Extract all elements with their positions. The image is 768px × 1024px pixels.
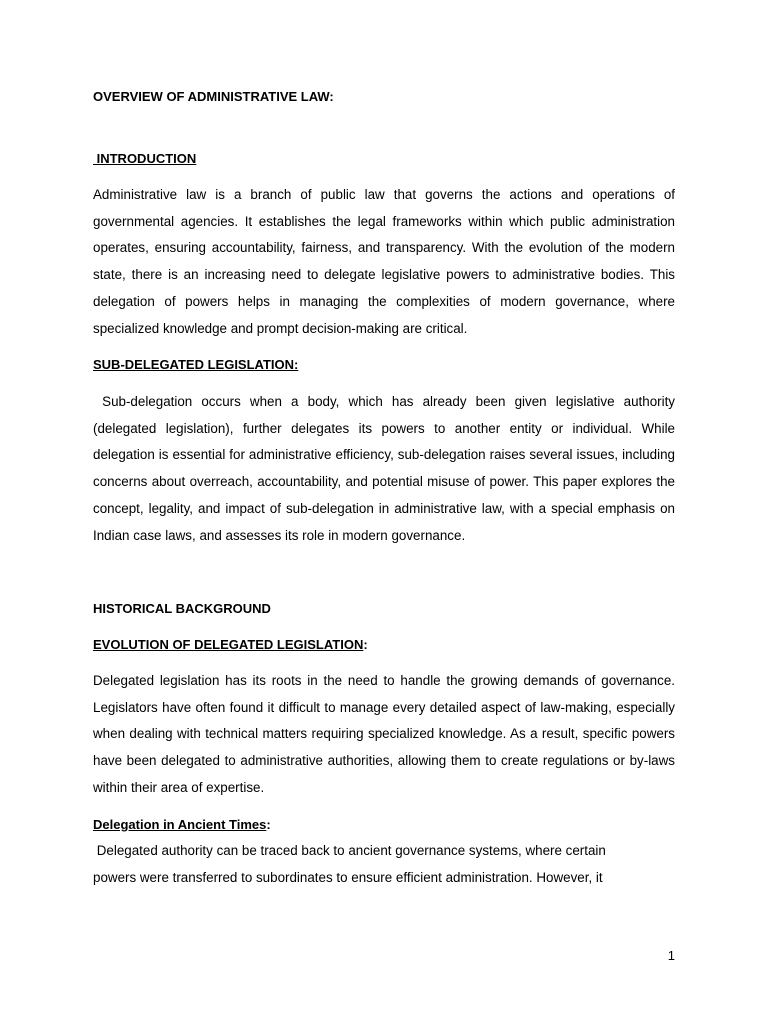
page-number: 1	[667, 948, 675, 963]
evolution-heading	[93, 636, 368, 654]
evolution-paragraph: Delegated legislation has its roots in the need to handle the growing demands of governance. Legislators have often found it difficult to manage every detailed aspect of law-making, especially when dealing with technical matters requiring specialized knowledge. As a result, specific powers have been delegated to administrative authorities, allowing them to create regulations or by-laws within their area of expertise.	[93, 673, 675, 795]
ancient-times-line-1: Delegated authority can be traced back to ancient governance systems, where certain	[93, 843, 606, 858]
document-page	[93, 0, 679, 1024]
sub-delegated-paragraph: Sub-delegation occurs when a body, which has already been given legislative authority (delegated legislation), further delegates its powers to another entity or individual. While delegation is essential for administrative efficiency, sub-delegation raises several issues, including concerns about overreach, accountability, and potential misuse of power. This paper explores the concept, legality, and impact of sub-delegation in administrative law, with a special emphasis on Indian case laws, and assesses its role in modern governance.	[93, 394, 679, 543]
historical-background-heading: HISTORICAL BACKGROUND	[93, 601, 271, 616]
evolution-heading-colon: :	[363, 637, 368, 652]
introduction-heading: INTRODUCTION	[93, 151, 197, 166]
ancient-times-heading-colon: :	[266, 817, 271, 832]
sub-delegated-heading: SUB-DELEGATED LEGISLATION:	[93, 357, 299, 372]
document-title: OVERVIEW OF ADMINISTRATIVE LAW:	[93, 89, 334, 104]
introduction-paragraph: Administrative law is a branch of public law that governs the actions and operations of governmental agencies. It establishes the legal frameworks within which public administration operates, ensuring accountability, fairness, and transparency. With the evolution of the modern state, there is an increasing need to delegate legislative powers to administrative bodies. This delegation of powers helps in managing the complexities of modern governance, where specialized knowledge and prompt decision-making are critical.	[93, 187, 675, 336]
ancient-times-line-2: powers were transferred to subordinates to ensure efficient administration. However, it	[93, 870, 603, 885]
ancient-times-heading	[93, 816, 271, 834]
ancient-times-heading-text: Delegation in Ancient Times	[93, 817, 267, 832]
evolution-heading-text: EVOLUTION OF DELEGATED LEGISLATION	[93, 637, 364, 652]
